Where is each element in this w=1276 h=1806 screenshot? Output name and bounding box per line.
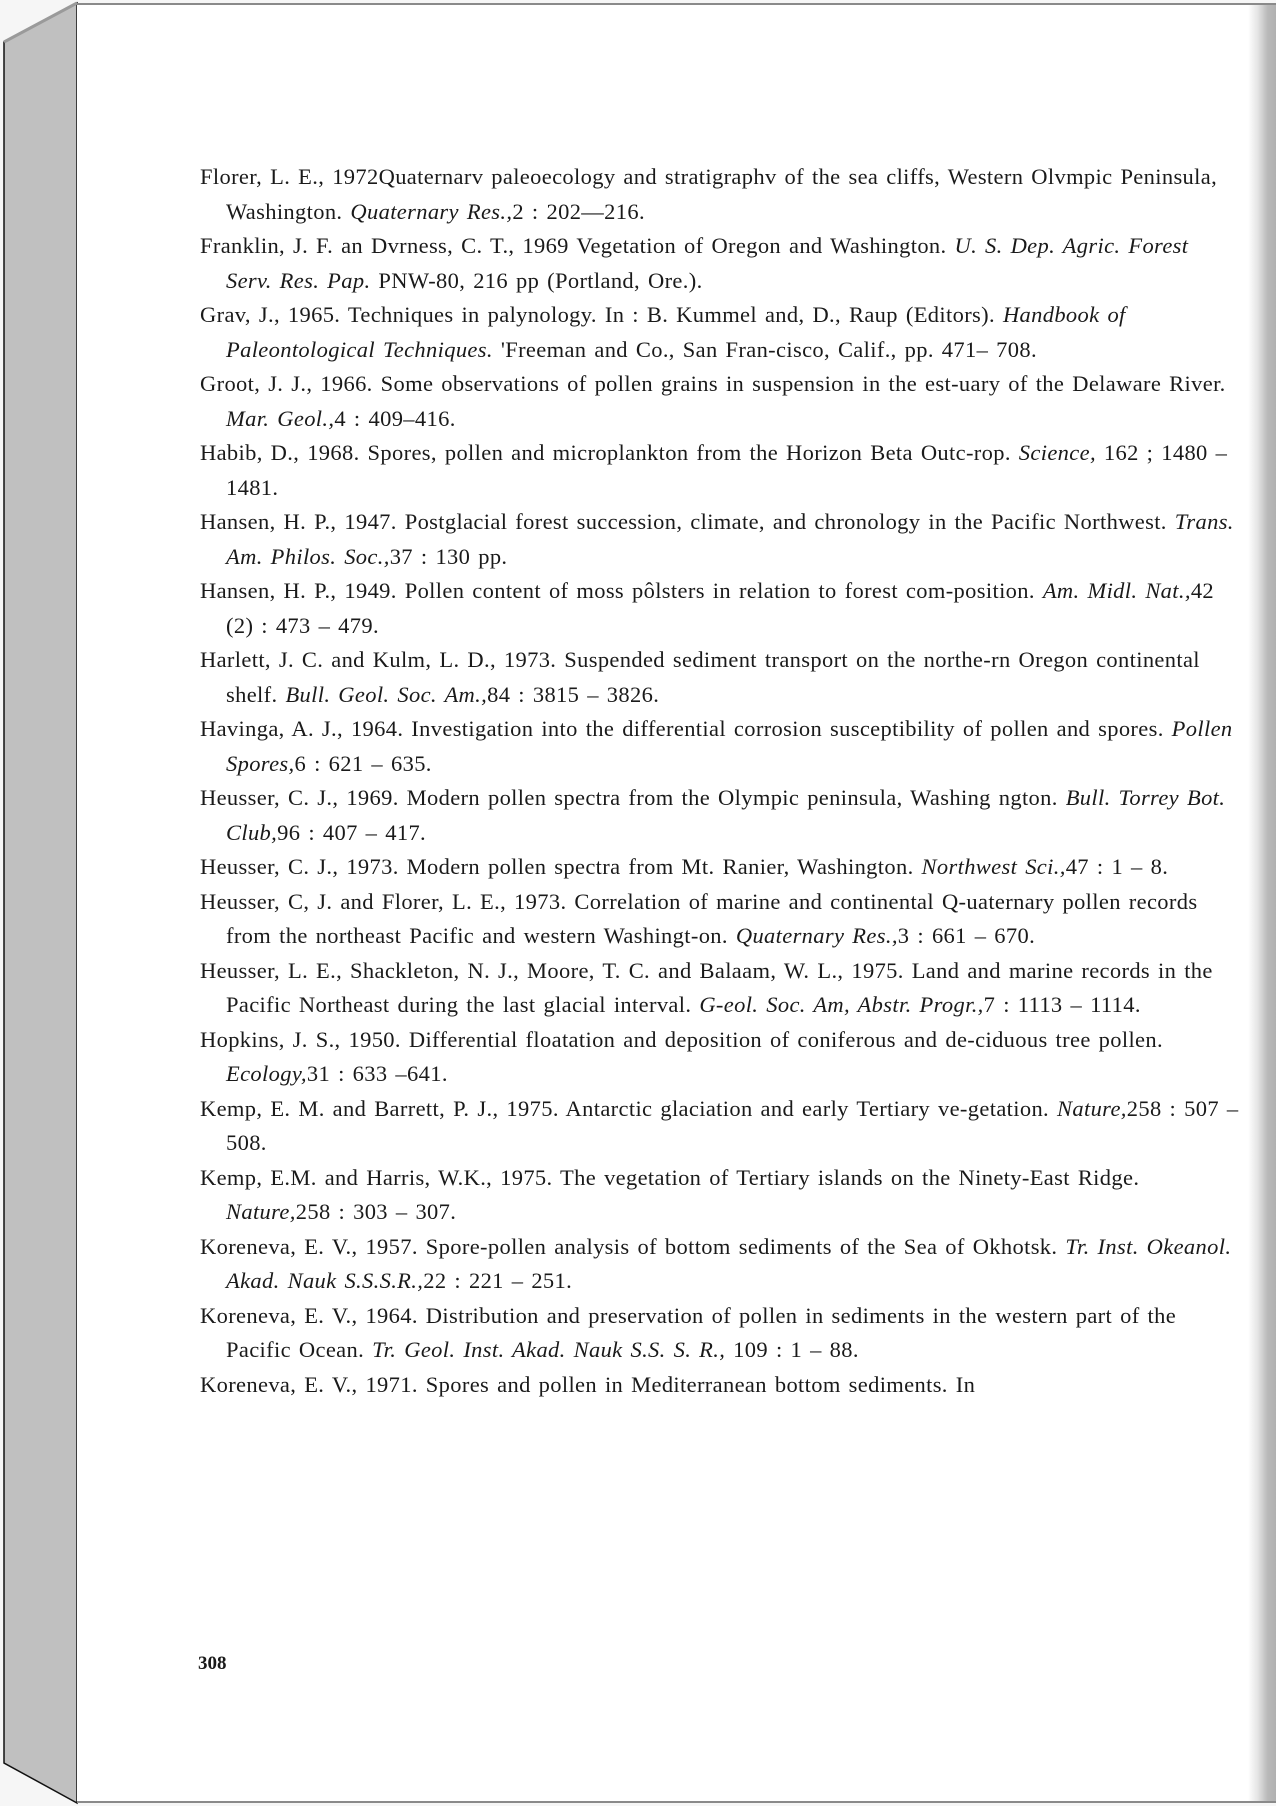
journal-title: G-eol. Soc. Am, Abstr. Progr., — [699, 992, 984, 1017]
reference-entry — [200, 885, 1240, 954]
reference-entry — [200, 643, 1240, 712]
journal-title: Trans. Am. Philos. Soc., — [226, 509, 1234, 569]
reference-text: Hansen, H. P., 1947. Postglacial forest succession, climate, and chronology in the Pacific Northwest. — [200, 509, 1175, 534]
reference-entry — [200, 367, 1240, 436]
reference-pages: PNW-80, 216 pp (Portland, Ore.). — [370, 267, 703, 293]
journal-title: Pollen Spores, — [226, 716, 1233, 776]
reference-pages: 162 ; 1480 – 1481. — [226, 440, 1228, 500]
reference-text: Heusser, C, J. and Florer, L. E., 1973. Correlation of marine and continental Q-uaternary pollen records from the northeast Pacific and western Washingt-on. — [200, 888, 1198, 948]
journal-title: Bull. Torrey Bot. Club, — [226, 785, 1226, 845]
reference-text: Franklin, J. F. an Dvrness, C. T., 1969 Vegetation of Oregon and Washington. — [200, 233, 955, 258]
reference-entry — [200, 781, 1240, 850]
reference-text: Florer, L. E., 1972Quaternarv paleoecology and stratigraphv of the sea cliffs, Western Olvmpic Peninsula, Washington. — [200, 164, 1218, 224]
reference-entry — [200, 1023, 1240, 1092]
reference-text: Habib, D., 1968. Spores, pollen and microplankton from the Horizon Beta Outc-rop. — [200, 440, 1019, 465]
reference-list — [200, 160, 1240, 1402]
journal-title: U. S. Dep. Agric. Forest Serv. Res. Pap. — [226, 233, 1189, 293]
reference-pages: 22 : 221 – 251. — [423, 1268, 573, 1293]
reference-text: Hopkins, J. S., 1950. Differential floatation and deposition of coniferous and de-ciduous tree pollen. — [200, 1026, 1163, 1052]
reference-entry — [200, 160, 1240, 229]
reference-text: Hansen, H. P., 1949. Pollen content of moss pôlsters in relation to forest com-position. — [200, 578, 1043, 603]
journal-title: Quaternary Res., — [735, 923, 898, 948]
reference-text: Koreneva, E. V., 1957. Spore-pollen analysis of bottom sediments of the Sea of Okhotsk. — [200, 1233, 1066, 1259]
reference-pages: 109 : 1 – 88. — [725, 1337, 859, 1362]
reference-pages: 31 : 633 –641. — [306, 1061, 448, 1086]
reference-entry — [200, 505, 1240, 574]
journal-title: Nature, — [1057, 1095, 1127, 1121]
journal-title: Bull. Geol. Soc. Am., — [285, 681, 488, 707]
journal-title: Nature, — [226, 1199, 296, 1224]
reference-pages: 7 : 1113 – 1114. — [983, 992, 1141, 1017]
reference-entry — [200, 712, 1240, 781]
journal-title: Am. Midl. Nat., — [1042, 578, 1191, 603]
journal-title: Tr. Geol. Inst. Akad. Nauk S.S. S. R., — [372, 1337, 726, 1362]
reference-text: Harlett, J. C. and Kulm, L. D., 1973. Suspended sediment transport on the northe-rn Oregon continental shelf. — [200, 647, 1200, 707]
reference-entry — [200, 1161, 1240, 1230]
journal-title: Northwest Sci., — [921, 854, 1066, 879]
reference-entry — [200, 954, 1240, 1023]
reference-pages: 4 : 409–416. — [334, 405, 456, 431]
reference-entry — [200, 1092, 1240, 1161]
reference-text: Kemp, E. M. and Barrett, P. J., 1975. Antarctic glaciation and early Tertiary ve-getation. — [200, 1095, 1058, 1121]
reference-text: Heusser, C. J., 1973. Modern pollen spectra from Mt. Ranier, Washington. — [200, 854, 922, 879]
reference-pages: 6 : 621 – 635. — [294, 750, 432, 776]
journal-title: Science, — [1018, 440, 1096, 465]
reference-pages: 37 : 130 pp. — [389, 543, 508, 569]
reference-text: Groot, J. J., 1966. Some observations of pollen grains in suspension in the est-uary of the Delaware River. — [200, 371, 1226, 396]
reference-text: Havinga, A. J., 1964. Investigation into the differential corrosion susceptibility of pollen and spores. — [200, 716, 1172, 741]
reference-text: Heusser, L. E., Shackleton, N. J., Moore, T. C. and Balaam, W. L., 1975. Land and marine records in the Pacific Northeast during the last glacial interval. — [200, 957, 1213, 1017]
journal-title: Handbook of Paleontological Techniques. — [226, 302, 1126, 362]
reference-pages: 42 (2) : 473 – 479. — [226, 578, 1215, 638]
page-number: 308 — [198, 1653, 227, 1674]
journal-title: Quaternary Res., — [350, 198, 513, 224]
reference-entry — [200, 229, 1240, 298]
journal-title: Ecology, — [226, 1061, 307, 1086]
reference-entry — [200, 1230, 1240, 1299]
reference-entry — [200, 1299, 1240, 1368]
book-page — [77, 3, 1276, 1803]
reference-pages: 47 : 1 – 8. — [1065, 854, 1169, 879]
reference-entry — [200, 436, 1240, 505]
reference-pages: 3 : 661 – 670. — [897, 923, 1036, 948]
reference-entry — [200, 574, 1240, 643]
page-edge-shadow — [1248, 5, 1276, 1801]
reference-entry — [200, 1368, 1240, 1403]
reference-pages: 2 : 202—216. — [512, 198, 645, 224]
reference-pages: 84 : 3815 – 3826. — [487, 681, 660, 707]
reference-text: Grav, J., 1965. Techniques in palynology. In : B. Kummel and, D., Raup (Editors). — [200, 302, 1003, 327]
reference-pages: 'Freeman and Co., San Fran-cisco, Calif., pp. 471– 708. — [492, 336, 1037, 362]
reference-text: Koreneva, E. V., 1964. Distribution and preservation of pollen in sediments in the western part of the Pacific Ocean. — [200, 1302, 1177, 1362]
reference-pages: 258 : 303 – 307. — [295, 1199, 457, 1224]
reference-text: Heusser, C. J., 1969. Modern pollen spectra from the Olympic peninsula, Washing ngton. — [200, 785, 1066, 810]
reference-pages: 96 : 407 – 417. — [277, 819, 427, 845]
reference-entry — [200, 298, 1240, 367]
reference-text: Kemp, E.M. and Harris, W.K., 1975. The vegetation of Tertiary islands on the Ninety-East Ridge. — [200, 1164, 1140, 1190]
reference-pages: 258 : 507 – 508. — [226, 1095, 1239, 1155]
journal-title: Tr. Inst. Okeanol. Akad. Nauk S.S.S.R., — [226, 1233, 1232, 1293]
journal-title: Mar. Geol., — [226, 405, 335, 431]
reference-text: Koreneva, E. V., 1971. Spores and pollen in Mediterranean bottom sediments. In — [200, 1371, 976, 1397]
reference-entry — [200, 850, 1240, 885]
